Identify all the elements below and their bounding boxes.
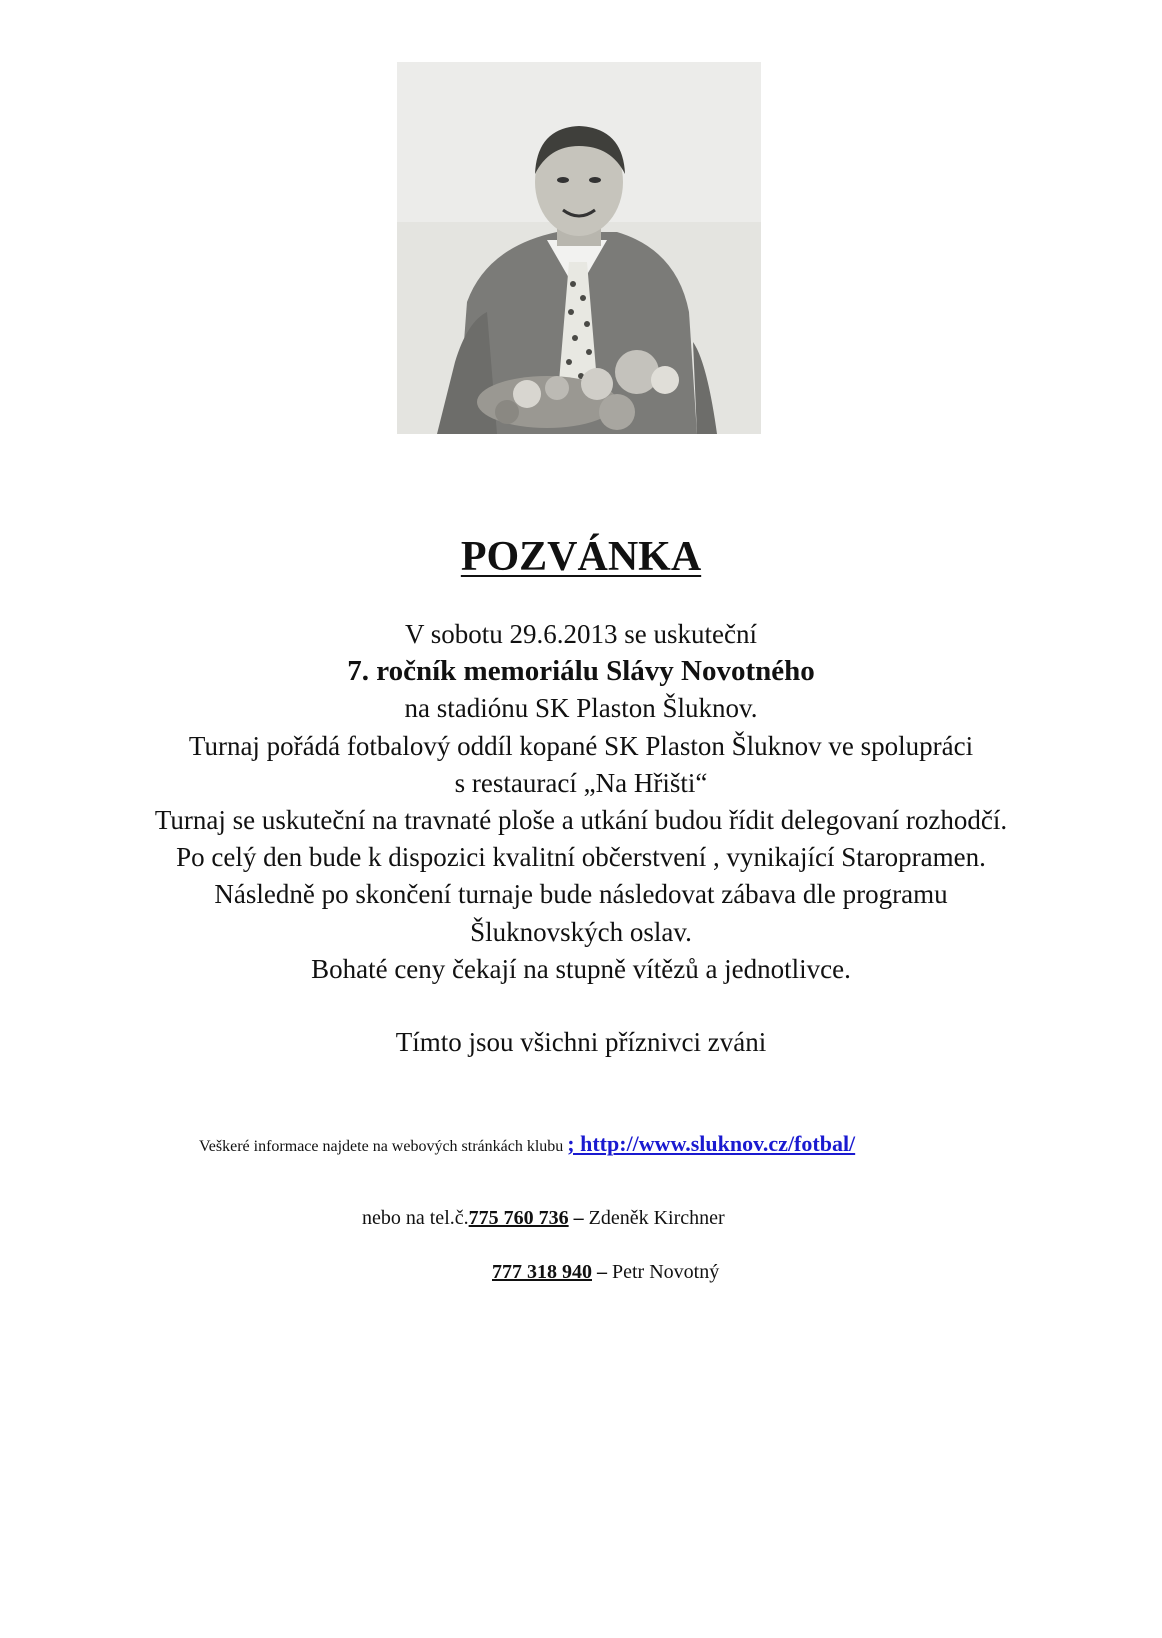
body-line-restaurant: s restaurací „Na Hřišti“ xyxy=(454,767,708,798)
body-line-prizes: Bohaté ceny čekají na stupně vítězů a jednotlivce. xyxy=(311,953,851,984)
body-line-venue: na stadiónu SK Plaston Šluknov. xyxy=(404,693,758,724)
portrait-photo xyxy=(397,62,761,434)
portrait-illustration xyxy=(397,62,761,434)
contact-row-1 xyxy=(362,1204,725,1232)
club-website-link[interactable]: ; http://www.sluknov.cz/fotbal/ xyxy=(567,1131,856,1156)
invitation-title xyxy=(0,532,1162,582)
contact-name-2: Petr Novotný xyxy=(612,1261,720,1283)
invitation-body xyxy=(0,616,1162,988)
body-line-event: 7. ročník memoriálu Slávy Novotného xyxy=(347,655,815,688)
body-line-refreshments: Po celý den bude k dispozici kvalitní občerstvení , vynikající Staropramen. xyxy=(176,842,986,873)
invite-line: Tímto jsou všichni příznivci zváni xyxy=(395,1027,767,1057)
body-line-organizer: Turnaj pořádá fotbalový oddíl kopané SK Plaston Šluknov ve spolupráci xyxy=(188,730,974,761)
info-line xyxy=(199,1132,855,1159)
contact-dash: – xyxy=(592,1261,612,1283)
body-line-party: Následně po skončení turnaje bude následovat zábava dle programu xyxy=(214,879,948,910)
contact-row-2 xyxy=(492,1258,719,1286)
contact-prefix: nebo na tel.č. xyxy=(362,1207,469,1229)
contact-name-1: Zdeněk Kirchner xyxy=(588,1207,725,1229)
body-line-date: V sobotu 29.6.2013 se uskuteční xyxy=(405,619,757,649)
phone-number-2: 777 318 940 xyxy=(492,1261,592,1283)
body-line-celebrations: Šluknovských oslav. xyxy=(470,916,692,947)
phone-number-1: 775 760 736 xyxy=(468,1207,569,1229)
title-text: POZVÁNKA xyxy=(460,534,702,580)
contact-dash: – xyxy=(568,1207,589,1229)
body-line-referees: Turnaj se uskuteční na travnaté ploše a utkání budou řídit delegovaní rozhodčí. xyxy=(154,805,1008,836)
info-label: Veškeré informace najdete na webových stránkách klubu xyxy=(199,1138,564,1155)
